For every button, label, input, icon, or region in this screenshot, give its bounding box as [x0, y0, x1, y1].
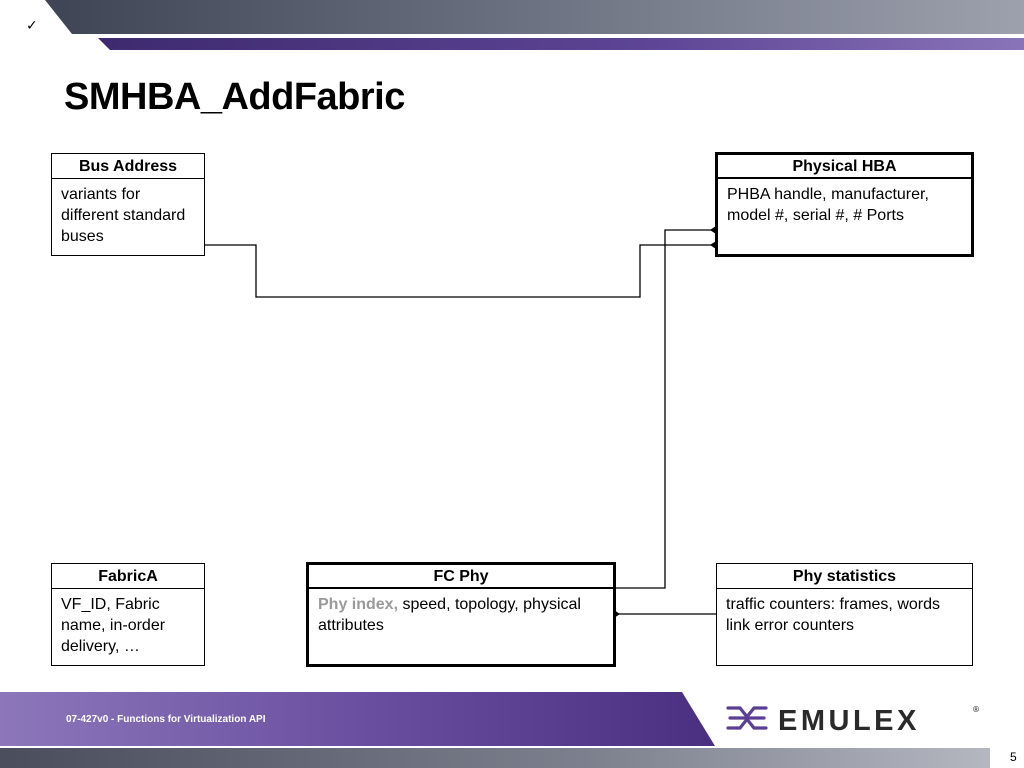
bus-address-box [51, 153, 205, 256]
footer-doc-label: 07-427v0 - Functions for Virtualization API [66, 714, 266, 725]
fabric-a-body: VF_ID, Fabric name, in-order delivery, … [61, 596, 166, 655]
fc-phy-attributes: speed, topology, physical attributes [318, 596, 581, 634]
physical-hba-title: Physical HBA [718, 155, 971, 179]
physical-hba-box [715, 152, 974, 257]
checkmark-icon: ✓ [26, 18, 38, 34]
emulex-logo-mark [728, 708, 766, 728]
slide-title: SMHBA_AddFabric [64, 76, 405, 118]
emulex-logo-text: EMULEX [778, 705, 920, 737]
header-purple-band [98, 38, 1024, 50]
phy-statistics-line2: link error counters [726, 617, 855, 634]
header-gray-band [45, 0, 1024, 34]
bus-address-body: variants for different standard buses [61, 186, 186, 245]
fabric-a-box [51, 563, 205, 666]
connector-bus-to-hba [205, 245, 716, 297]
connectors [205, 230, 716, 614]
bus-address-title: Bus Address [52, 154, 204, 179]
fc-phy-title: FC Phy [309, 565, 613, 589]
connector-fcphy-to-hba [614, 230, 716, 588]
phy-statistics-box [716, 563, 973, 666]
fc-phy-body [309, 589, 613, 641]
phy-statistics-title: Phy statistics [717, 564, 972, 589]
fc-phy-box [306, 562, 616, 667]
phy-statistics-line1: traffic counters: frames, words [726, 596, 940, 613]
page-number: 5 [1010, 750, 1017, 764]
phy-statistics-body [717, 589, 972, 641]
registered-mark: ® [972, 705, 980, 714]
physical-hba-body: PHBA handle, manufacturer, model #, serial #, # Ports [727, 186, 929, 224]
emulex-logo [726, 700, 986, 738]
footer-gray-strip [0, 748, 990, 768]
fabric-a-title: FabricA [52, 564, 204, 589]
phy-index-label: Phy index, [318, 596, 399, 613]
